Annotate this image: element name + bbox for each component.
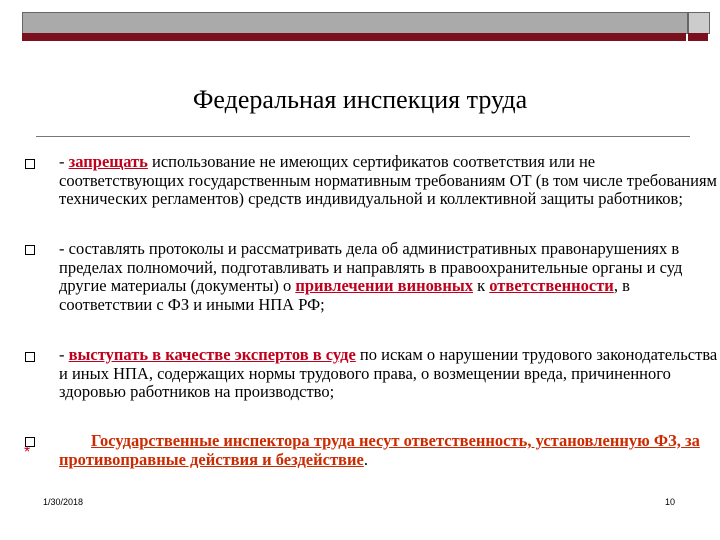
list-item [59,432,719,469]
item-dash: - [59,345,69,364]
item-text: , в соответствии с ФЗ и иными НПА РФ; [59,276,630,314]
list-item [59,153,719,209]
square-bullet-icon [25,159,35,169]
header-corner-gray [688,12,710,34]
square-bullet-icon [25,245,35,255]
list-item [59,240,719,314]
header-bar-gray [22,12,688,34]
item-text: к [472,276,490,295]
item-text: по искам о нарушении трудового законодательства и иных НПА, содержащих нормы трудового права, о возмещении вреда, причиненного здоровью работников на производство; [59,345,718,401]
item-highlight: привлечении виновных [295,276,473,295]
item-text: использование не имеющих сертификатов соответствия или не соответствующих государственным нормативным требованиям ОТ (в том числе требованиям технических регламентов) средств индивидуальной и коллективной защиты работников; [59,152,718,208]
item-highlight: запрещать [68,152,148,171]
title-divider [36,136,690,137]
square-bullet-icon [25,352,35,362]
list-item [59,346,719,402]
header-bar-red [22,33,686,41]
item-dash: - [59,152,69,171]
item-text: . [363,449,368,469]
item-highlight: Государственные инспектора труда несут ответственность, установленную ФЗ, за противоправные действия и бездействие [59,431,700,469]
item-text: - составлять протоколы и рассматривать дела об административных правонарушениях в пределах полномочий, подготавливать и направлять в правоохранительные органы и суд другие материалы (документы) о [59,239,683,295]
item-highlight: выступать в качестве экспертов в суде [68,345,356,364]
asterisk-marker: * [24,444,31,461]
header-corner-red [688,33,708,41]
slide-title: Федеральная инспекция труда [192,85,528,114]
page-number: 10 [665,497,676,507]
item-highlight: ответственности [489,276,614,295]
footer-date: 1/30/2018 [43,497,84,507]
